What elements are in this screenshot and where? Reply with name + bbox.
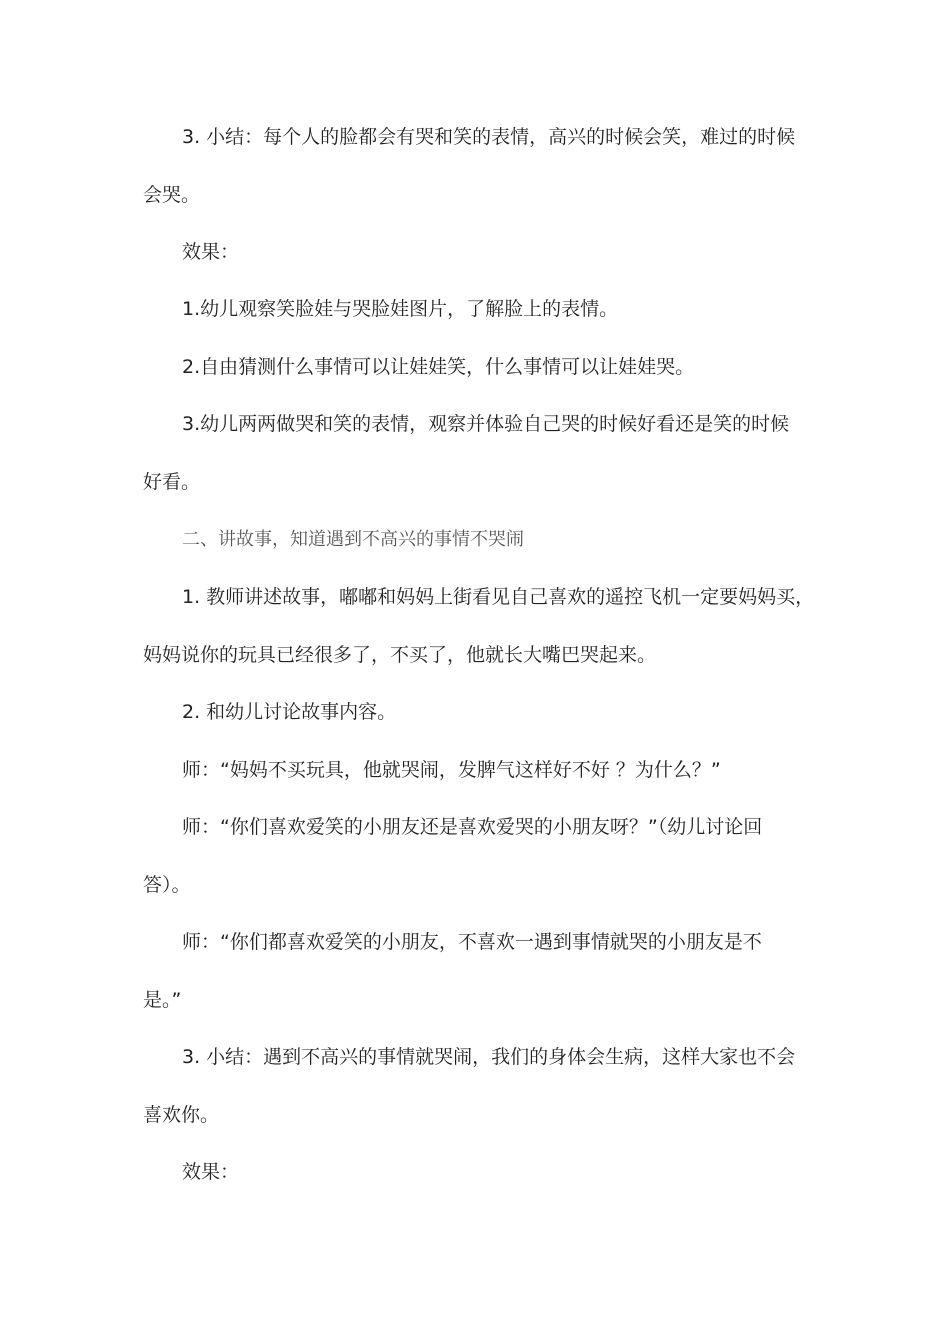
section-heading: 二、讲故事，知道遇到不高兴的事情不哭闹 <box>182 529 524 550</box>
effect-label-1: 效果： <box>182 241 240 263</box>
teacher-question-1: 师：“妈妈不买玩具，他就哭闹，发脾气这样好不好 ？为什么？” <box>182 759 721 781</box>
story-step-2: 2. 和幼儿讨论故事内容。 <box>182 701 397 723</box>
teacher-question-2-line-1: 师：“你们喜欢爱笑的小朋友还是喜欢爱哭的小朋友呀？”（幼儿讨论回 <box>182 816 763 838</box>
effect-item-1: 1.幼儿观察笑脸娃与哭脸娃图片，了解脸上的表情。 <box>182 298 619 320</box>
teacher-statement-line-1: 师：“你们都喜欢爱笑的小朋友，不喜欢一遇到事情就哭的小朋友是不 <box>182 931 762 953</box>
story-step-1-line-2: 妈妈说你的玩具已经很多了，不买了，他就长大嘴巴哭起来。 <box>143 644 657 666</box>
summary-1-line-1: 3. 小结：每个人的脸都会有哭和笑的表情，高兴的时候会笑，难过的时候 <box>182 126 796 148</box>
teacher-question-2-line-2: 答）。 <box>143 874 191 896</box>
effect-item-3-line-1: 3.幼儿两两做哭和笑的表情，观察并体验自己哭的时候好看还是笑的时候 <box>182 413 790 435</box>
summary-2-line-1: 3. 小结：遇到不高兴的事情就哭闹，我们的身体会生病，这样大家也不会 <box>182 1046 796 1068</box>
teacher-statement-line-2: 是。” <box>143 989 182 1011</box>
summary-1-line-2: 会哭。 <box>143 184 201 206</box>
summary-2-line-2: 喜欢你。 <box>143 1104 220 1126</box>
effect-item-2: 2.自由猜测什么事情可以让娃娃笑，什么事情可以让娃娃哭。 <box>182 356 695 378</box>
effect-item-3-line-2: 好看。 <box>143 471 201 493</box>
story-step-1-line-1: 1. 教师讲述故事，嘟嘟和妈妈上街看见自己喜欢的遥控飞机一定要妈妈买， <box>182 586 815 608</box>
effect-label-2: 效果： <box>182 1161 240 1183</box>
